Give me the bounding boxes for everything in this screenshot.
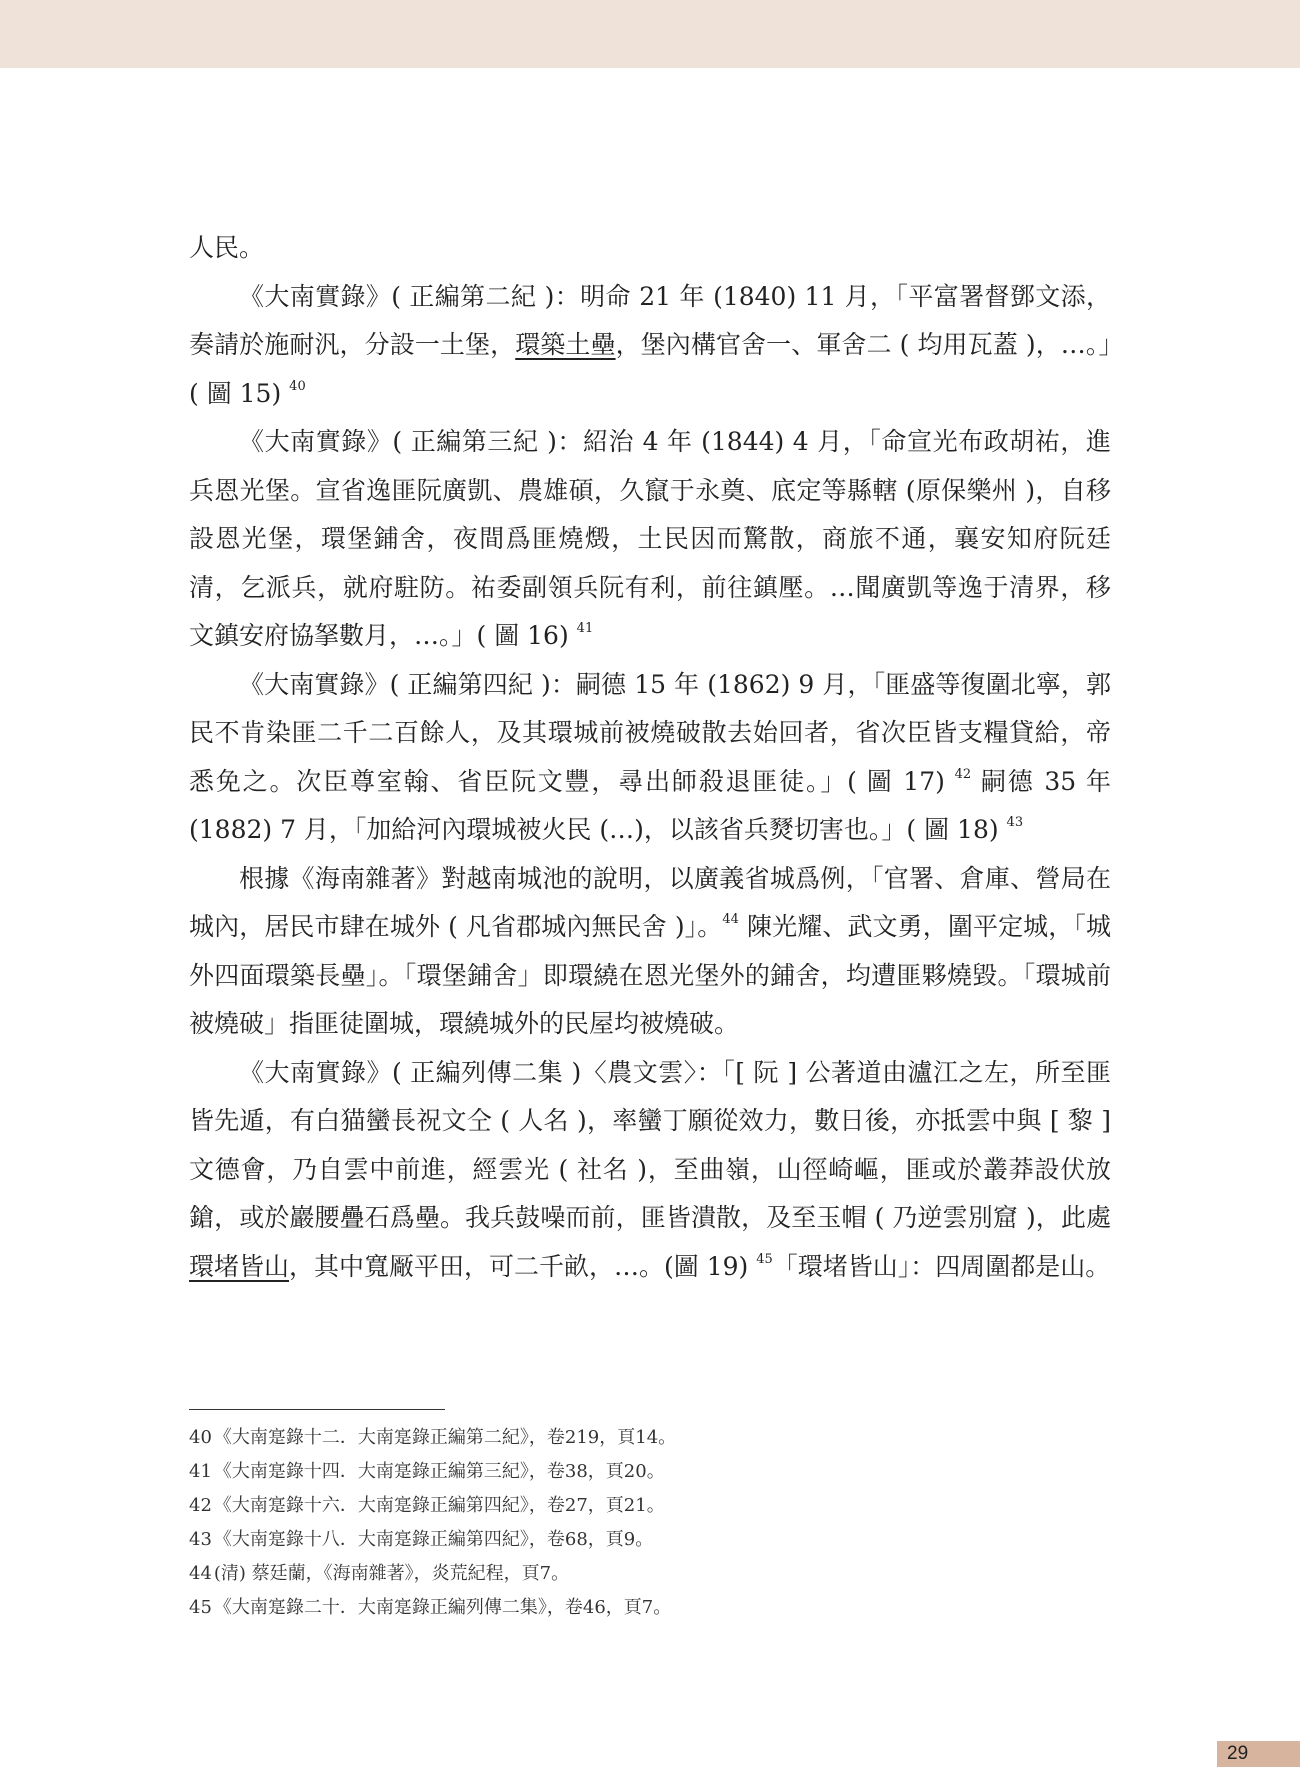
footnote-number: 42 xyxy=(189,1495,212,1516)
footnote-ref-42[interactable]: 42 xyxy=(954,766,972,782)
footnote-41 xyxy=(189,1455,1111,1489)
footnote-number: 44 xyxy=(189,1563,212,1584)
underlined-phrase-1: 環築土壘 xyxy=(515,330,616,359)
paragraph-0-text: 人民。 xyxy=(189,233,265,262)
footnote-42 xyxy=(189,1489,1111,1523)
paragraph-3-text-a: 《大南實錄》( 正編第四紀 )：嗣德 15 年 (1862) 9 月，「匪盛等復圍北寧，郭民不肯染匪二千二百餘人，及其環城前被燒破散去始回者，省次臣皆支糧貸給，帝悉免之。次臣尊室翰、省臣阮文豐，尋出師殺退匪徒。」( 圖 17) xyxy=(189,669,1111,796)
footnote-ref-43[interactable]: 43 xyxy=(1006,815,1024,830)
paragraph-4-text-a: 根據《海南雜著》對越南城池的說明，以廣義省城爲例，「官署、倉庫、營局在城內，居民市肆在城外 ( 凡省郡城內無民舍 )」。 xyxy=(189,863,1111,941)
paragraph-5-text-c: 「環堵皆山」：四周圍都是山。 xyxy=(772,1251,1111,1281)
footnote-40 xyxy=(189,1421,1111,1455)
footnote-44 xyxy=(189,1557,1111,1591)
underlined-phrase-2: 環堵皆山 xyxy=(189,1251,290,1281)
paragraph-0 xyxy=(189,224,1111,273)
footnote-text: 《大南寔錄十四．大南寔錄正編第三紀》，卷38，頁20。 xyxy=(213,1461,665,1482)
footnotes xyxy=(189,1421,1111,1625)
footnote-number: 40 xyxy=(189,1427,212,1448)
footnote-text: 《大南寔錄十八．大南寔錄正編第四紀》，卷68，頁9。 xyxy=(213,1529,654,1550)
footnote-text: 《大南寔錄二十．大南寔錄正編列傳二集》，卷46，頁7。 xyxy=(213,1597,672,1618)
footnote-number: 45 xyxy=(189,1597,212,1618)
body-text xyxy=(189,224,1111,1291)
footnote-ref-40[interactable]: 40 xyxy=(289,378,306,394)
paragraph-3-text-b: 嗣德 35 年 (1882) 7 月，「加給河內環城被火民 (…)，以該省兵燹切害也。」( 圖 18) xyxy=(189,766,1111,844)
paragraph-1 xyxy=(189,273,1111,419)
page-number: 29 xyxy=(1217,1741,1300,1767)
footnote-ref-41[interactable]: 41 xyxy=(576,621,594,636)
footnote-text: (清) 蔡廷蘭，《海南雜著》，炎荒紀程，頁7。 xyxy=(213,1563,570,1584)
footnote-number: 41 xyxy=(189,1461,212,1482)
footnote-text: 《大南寔錄十六．大南寔錄正編第四紀》，卷27，頁21。 xyxy=(213,1495,665,1516)
paragraph-1-text-a: 《大南實錄》( 正編第二紀 )：明命 21 年 (1840) 11 月，「平富署督鄧文添，奏請於施耐汎，分設一土堡， xyxy=(189,281,1111,359)
footnote-ref-45[interactable]: 45 xyxy=(756,1251,773,1267)
paragraph-2-text-a: 《大南實錄》( 正編第三紀 )：紹治 4 年 (1844) 4 月，「命宣光布政胡祐，進兵恩光堡。宣省逸匪阮廣凱、農雄碩，久竄于永奠、底定等縣轄 (原保樂州 )，自移設恩光堡，環堡鋪舍，夜間爲匪燒燬，土民因而驚散，商旅不通，襄安知府阮廷清，乞派兵，就府駐防。祐委副領兵阮有利，前往鎮壓。…聞廣凱等逸于清界，移文鎮安府協拏數月，…。」( 圖 16) xyxy=(189,427,1112,650)
paragraph-5-text-a: 《大南實錄》( 正編列傳二集 )〈農文雲〉：「[ 阮 ] 公著道由瀘江之左，所至匪皆先遁，有白猫蠻長祝文仝 ( 人名 )，率蠻丁願從效力，數日後，亦抵雲中與 [ 黎 ] 文德會，乃自雲中前進，經雲光 ( 社名 )，至曲嶺，山徑崎嶇，匪或於叢莽設伏放鎗，或於巖腰疊石爲壘。我兵鼓噪而前，匪皆潰散，及至玉帽 ( 乃逆雲別窟 )，此處 xyxy=(189,1057,1111,1232)
paragraph-4 xyxy=(189,855,1111,1049)
paragraph-5 xyxy=(189,1049,1111,1292)
paragraph-4-text-b: 陳光耀、武文勇，圍平定城，「城外四面環築長壘」。「環堡鋪舍」即環繞在恩光堡外的鋪舍，均遭匪夥燒毀。「環城前被燒破」指匪徒圍城，環繞城外的民屋均被燒破。 xyxy=(189,912,1111,1038)
footnote-divider xyxy=(189,1409,445,1410)
footnote-number: 43 xyxy=(189,1529,212,1550)
header-band xyxy=(0,0,1300,68)
paragraph-3 xyxy=(189,661,1111,855)
paragraph-2 xyxy=(189,418,1111,661)
footnote-text: 《大南寔錄十二．大南寔錄正編第二紀》，卷219，頁14。 xyxy=(213,1427,677,1448)
footnote-43 xyxy=(189,1523,1111,1557)
paragraph-1-text-b: ，堡內構官舍一、軍舍二 ( 均用瓦蓋 )，…。」( 圖 15) xyxy=(189,330,1111,408)
paragraph-5-text-b: ，其中寬厰平田，可二千畝，…。(圖 19) xyxy=(289,1251,757,1281)
footnote-ref-44[interactable]: 44 xyxy=(722,912,739,927)
footnote-45 xyxy=(189,1591,1111,1625)
